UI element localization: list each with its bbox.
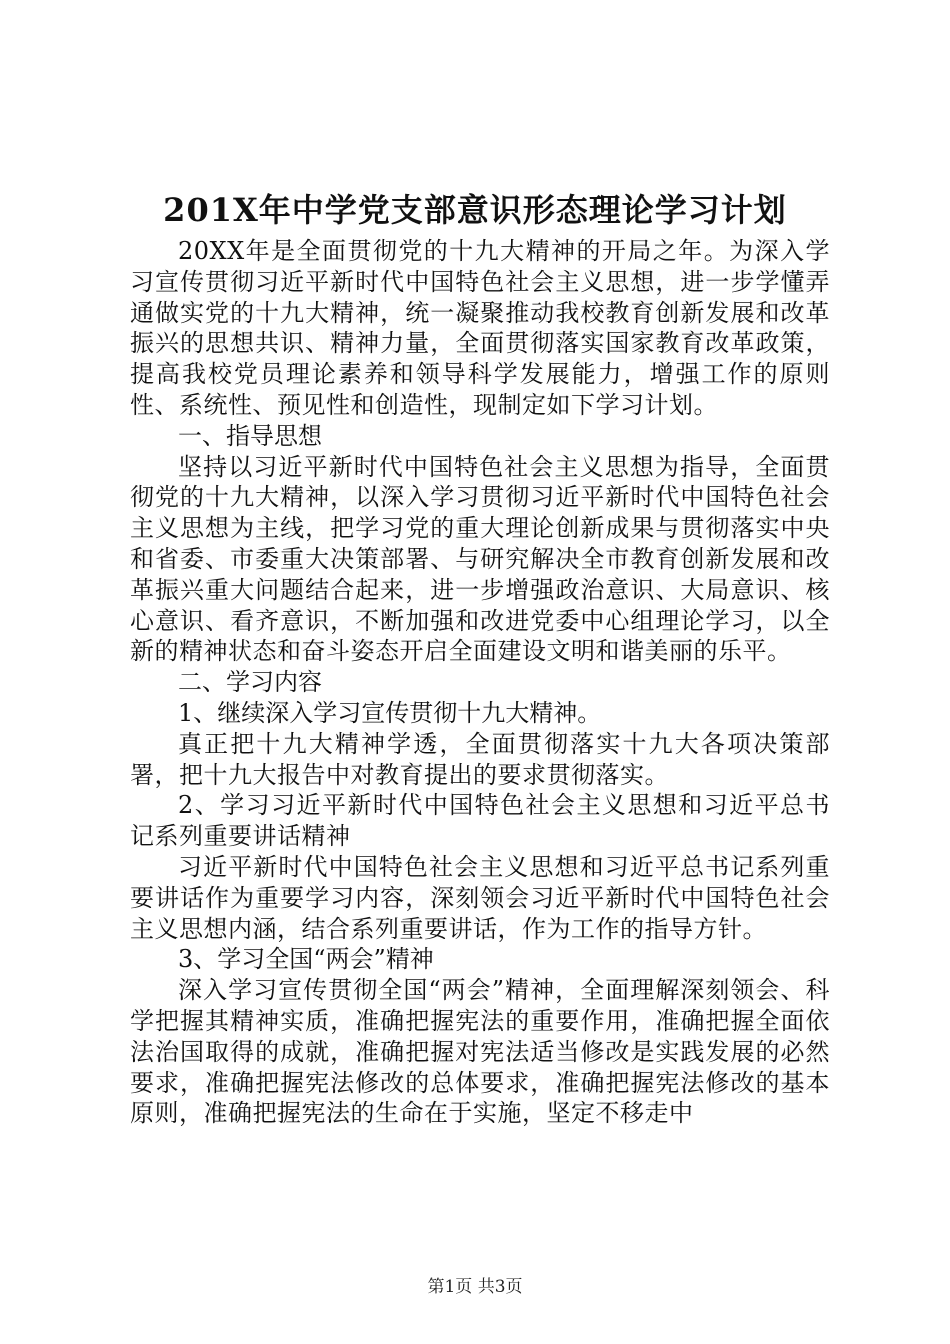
document-title: 201X年中学党支部意识形态理论学习计划 [163, 191, 787, 229]
item-heading-1: 1、继续深入学习宣传贯彻十九大精神。 [178, 698, 602, 727]
page-number-footer: 第1页 共3页 [427, 1277, 523, 1297]
item-heading-3: 3、学习全国“两会”精神 [178, 945, 434, 974]
item-paragraph-1: 真正把十九大精神学透，全面贯彻落实十九大各项决策部署，把十九大报告中对教育提出的要求贯彻落实。 [130, 729, 830, 789]
document-body [130, 236, 830, 1129]
intro-paragraph: 20XX年是全面贯彻党的十九大精神的开局之年。为深入学习宣传贯彻习近平新时代中国特色社会主义思想，进一步学懂弄通做实党的十九大精神，统一凝聚推动我校教育创新发展和改革振兴的思想共识、精神力量，全面贯彻落实国家教育改革政策，提高我校党员理论素养和领导科学发展能力，增强工作的原则性、系统性、预见性和创造性，现制定如下学习计划。 [130, 237, 830, 419]
item-heading-2: 2、学习习近平新时代中国特色社会主义思想和习近平总书记系列重要讲话精神 [130, 791, 830, 851]
item-paragraph-3: 深入学习宣传贯彻全国“两会”精神，全面理解深刻领会、科学把握其精神实质，准确把握宪法的重要作用，准确把握全面依法治国取得的成就，准确把握对宪法适当修改是实践发展的必然要求，准确把握宪法修改的总体要求，准确把握宪法修改的基本原则，准确把握宪法的生命在于实施，坚定不移走中 [130, 976, 830, 1128]
item-paragraph-2: 习近平新时代中国特色社会主义思想和习近平总书记系列重要讲话作为重要学习内容，深刻领会习近平新时代中国特色社会主义思想内涵，结合系列重要讲话，作为工作的指导方针。 [130, 852, 830, 943]
section-heading-study-content: 二、学习内容 [178, 668, 322, 697]
section-heading-guiding-ideology: 一、指导思想 [178, 421, 322, 450]
guiding-ideology-paragraph: 坚持以习近平新时代中国特色社会主义思想为指导，全面贯彻党的十九大精神，以深入学习贯彻习近平新时代中国特色社会主义思想为主线，把学习党的重大理论创新成果与贯彻落实中央和省委、市委重大决策部署、与研究解决全市教育创新发展和改革振兴重大问题结合起来，进一步增强政治意识、大局意识、核心意识、看齐意识，不断加强和改进党委中心组理论学习，以全新的精神状态和奋斗姿态开启全面建设文明和谐美丽的乐平。 [130, 452, 830, 666]
